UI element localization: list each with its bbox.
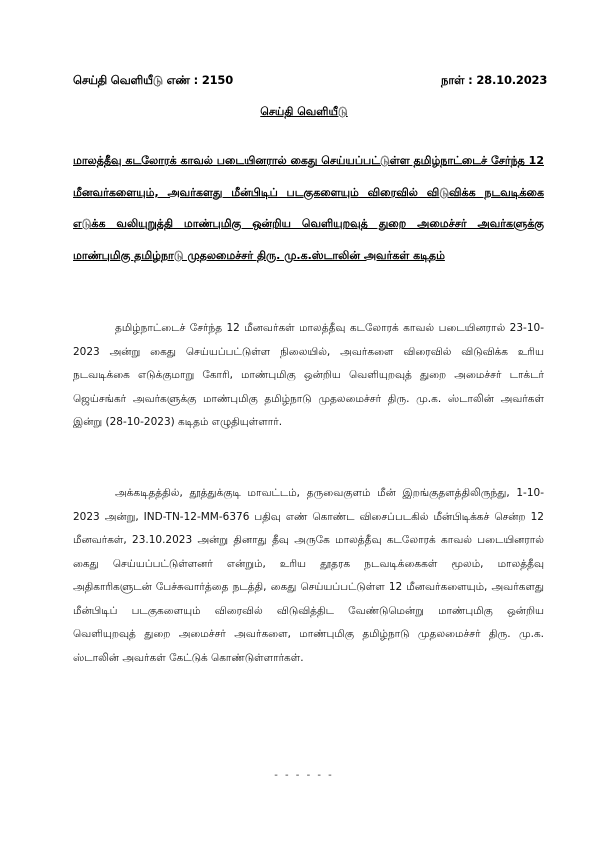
subject-heading: மாலத்தீவு கடலோரக் காவல் படையினரால் கைது செய்யப்பட்டுள்ள தமிழ்நாட்டைச் சேர்ந்த 12 மீனவர்களையும், அவர்களது மீன்பிடிப் படகுகளையும் விரைவில் விடுவிக்க நடவடிக்கை எடுக்க வலியுறுத்தி மாண்புமிகு ஒன்றிய வெளியுறவுத் துறை அமைச்சர் அவர்களுக்கு மாண்புமிகு தமிழ்நாடு முதலமைச்சர் திரு. மு.க.ஸ்டாலின் அவர்கள் கடிதம் <box>73 154 544 262</box>
document-title: செய்தி வெளியீடு <box>260 105 348 118</box>
release-number: செய்தி வெளியீடு எண் : 2150 <box>73 73 234 87</box>
release-date: நாள் : 28.10.2023 <box>441 73 548 87</box>
body-paragraph-1 <box>73 317 544 435</box>
paragraph-text: அக்கடிதத்தில், தூத்துக்குடி மாவட்டம், தருவைகுளம் மீன் இறங்குதளத்திலிருந்து, 1-10-2023 அன்று, IND-TN-12-MM-6376 பதிவு எண் கொண்ட விசைப்படகில் மீன்பிடிக்கச் சென்ற 12 மீனவர்கள், 23.10.2023 அன்று தினாது தீவு அருகே மாலத்தீவு கடலோரக் காவல் படையினரால் கைது செய்யப்பட்டுள்ளனர் என்றும், உரிய தூதரக நடவடிக்கைகள் மூலம், மாலத்தீவு அதிகாரிகளுடன் பேச்சுவார்த்தை நடத்தி, கைது செய்யப்பட்டுள்ள 12 மீனவர்களையும், அவர்களது மீன்பிடிப் படகுகளையும் விரைவில் விடுவித்திட வேண்டுமென்று மாண்புமிகு ஒன்றிய வெளியுறவுத் துறை அமைச்சர் அவர்களை, மாண்புமிகு தமிழ்நாடு முதலமைச்சர் திரு. மு.க. ஸ்டாலின் அவர்கள் கேட்டுக் கொண்டுள்ளார்கள். <box>73 487 544 664</box>
end-marker: - - - - - - <box>274 770 334 781</box>
body-paragraph-2 <box>73 482 544 670</box>
paragraph-text: தமிழ்நாட்டைச் சேர்ந்த 12 மீனவர்கள் மாலத்தீவு கடலோரக் காவல் படையினரால் 23-10-2023 அன்று கைது செய்யப்பட்டுள்ள நிலையில், அவர்களை விரைவில் விடுவிக்க உரிய நடவடிக்கை எடுக்குமாறு கோரி, மாண்புமிகு ஒன்றிய வெளியுறவுத் துறை அமைச்சர் டாக்டர் ஜெய்சங்கர் அவர்களுக்கு மாண்புமிகு தமிழ்நாடு முதலமைச்சர் திரு. மு.க. ஸ்டாலின் அவர்கள் இன்று (28-10-2023) கடிதம் எழுதியுள்ளார். <box>73 322 544 428</box>
